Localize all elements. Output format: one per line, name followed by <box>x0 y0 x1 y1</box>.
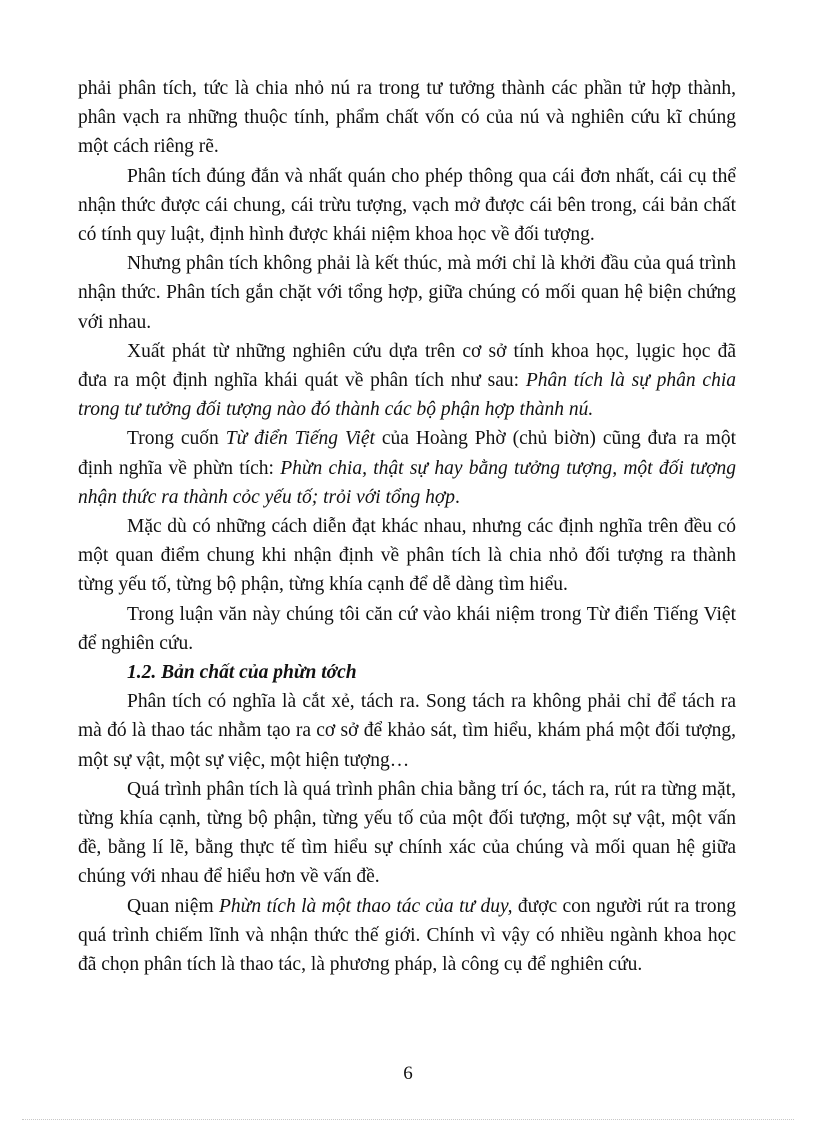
paragraph-logic-definition <box>78 337 736 425</box>
paragraph-analysis-not-end: Nhưng phân tích không phải là kết thúc, mà mới chỉ là khởi đầu của quá trình nhận thức. Phân tích gắn chặt với tổng hợp, giữa chúng có mối quan hệ biện chứng với nhau. <box>78 253 736 333</box>
logic-definition-italic: Phân tích là sự phân chia trong tư tưởng đối tượng nào đó thành các bộ phận hợp thành nú. <box>78 370 737 421</box>
paragraph-dictionary-definition <box>78 424 736 512</box>
dictionary-definition-italic: Phừn chia, thật sự hay bằng tưởng tượng, một đối tượng nhận thức ra thành cỏc yếu tố; trỏi với tổng hợp <box>78 457 736 508</box>
paragraph-process: Quá trình phân tích là quá trình phân chia bằng trí óc, tách ra, rút ra từng mặt, từng khía cạnh, từng bộ phận, từng yếu tố của một đối tượng, một sự vật, một vấn đề, bằng lí lẽ, bằng thực tế tìm hiểu sự chính xác của chúng và mối quan hệ giữa chúng với nhau để hiểu hơn về vấn đề. <box>78 778 736 888</box>
logic-definition-intro: Xuất phát từ những nghiên cứu dựa trên cơ sở tính khoa học, lụgic học đã đưa ra một định nghĩa khái quát về phân tích như sau: <box>78 340 736 392</box>
footer-divider <box>22 1119 794 1120</box>
concept-italic: Phừn tích là một thao tác của tư duy, <box>219 895 513 917</box>
dictionary-period: . <box>454 486 460 508</box>
page-number: 6 <box>403 1063 413 1084</box>
dictionary-intro: Trong cuốn <box>127 428 226 450</box>
section-heading: 1.2. Bản chất của phừn tớch <box>127 662 357 684</box>
paragraph-meaning: Phân tích có nghĩa là cắt xẻ, tách ra. Song tách ra không phải chỉ để tách ra mà đó là thao tác nhằm tạo ra cơ sở để khảo sát, tìm hiểu, khám phá một đối tượng, một sự vật, một sự việc, một hiện tượng… <box>78 691 736 771</box>
paragraph-continuation: phải phân tích, tức là chia nhỏ nú ra trong tư tưởng thành các phần tử hợp thành, phân vạch ra những thuộc tính, phẩm chất vốn có của nú và nghiên cứu kĩ chúng một cách riêng rẽ. <box>78 78 736 158</box>
paragraph-concept <box>78 892 736 980</box>
paragraph-common-view: Mặc dù có những cách diễn đạt khác nhau, nhưng các định nghĩa trên đều có một quan điểm chung khi nhận định về phân tích là chia nhỏ đối tượng ra thành từng yếu tố, từng bộ phận, từng khía cạnh để dễ dàng tìm hiểu. <box>78 516 736 596</box>
concept-rest: được con người rút ra trong quá trình chiếm lĩnh và nhận thức thế giới. Chính vì vậy có nhiều ngành khoa học đã chọn phân tích là thao tác, là phương pháp, là công cụ để nghiên cứu. <box>78 895 736 976</box>
dictionary-author: của Hoàng Phờ (chủ biờn) cũng đưa ra một định nghĩa về phừn tích: <box>78 428 736 479</box>
paragraph-thesis-basis: Trong luận văn này chúng tôi căn cứ vào khái niệm trong Từ điển Tiếng Việt để nghiên cứu. <box>78 603 736 654</box>
dictionary-title: Từ điển Tiếng Việt <box>225 428 375 450</box>
body-text <box>78 74 736 979</box>
concept-intro: Quan niệm <box>127 895 220 917</box>
paragraph-analysis-correctness: Phân tích đúng đắn và nhất quán cho phép thông qua cái đơn nhất, cái cụ thể nhận thức được cái chung, cái trừu tượng, vạch mở được cái bên trong, cái bản chất có tính quy luật, định hình được khái niệm khoa học về đối tượng. <box>78 165 736 246</box>
